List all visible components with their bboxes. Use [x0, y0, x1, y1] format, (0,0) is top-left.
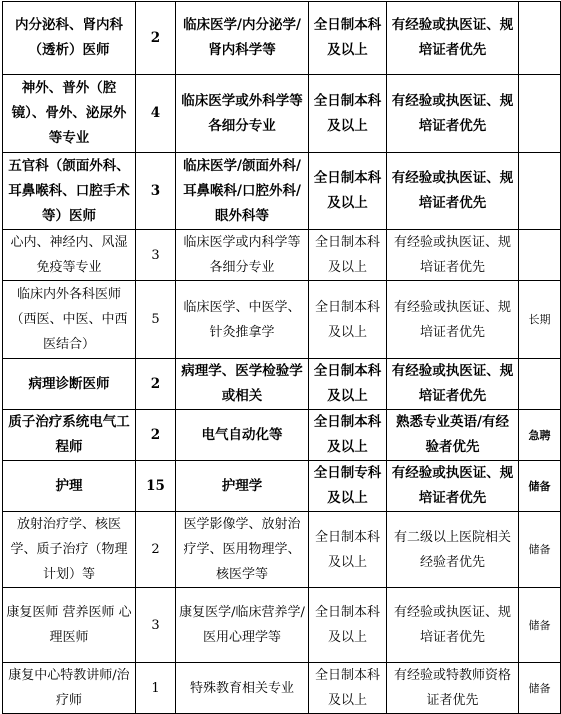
headcount-cell: 2: [136, 512, 176, 588]
major-cell: 特殊教育相关专业: [176, 663, 309, 714]
headcount-cell: 2: [136, 410, 176, 461]
headcount-cell: 3: [136, 230, 176, 281]
education-cell: 全日制专科及以上: [309, 461, 387, 512]
major-cell: 临床医学/内分泌学/肾内科学等: [176, 2, 309, 75]
major-cell: 病理学、医学检验学或相关: [176, 359, 309, 410]
requirement-cell: 有经验或执医证、规培证者优先: [387, 281, 519, 359]
education-cell: 全日制本科及以上: [309, 153, 387, 230]
requirement-cell: 有二级以上医院相关经验者优先: [387, 512, 519, 588]
table-row: [3, 359, 561, 410]
note-cell: 储备: [519, 663, 561, 714]
headcount-cell: 2: [136, 2, 176, 75]
requirement-cell: 有经验或执医证、规培证者优先: [387, 461, 519, 512]
note-cell: 急聘: [519, 410, 561, 461]
position-cell: 放射治疗学、核医学、质子治疗（物理计划）等: [3, 512, 136, 588]
requirement-cell: 有经验或特教师资格证者优先: [387, 663, 519, 714]
note-cell: [519, 2, 561, 75]
major-cell: 康复医学/临床营养学/医用心理学等: [176, 588, 309, 663]
education-cell: 全日制本科及以上: [309, 281, 387, 359]
education-cell: 全日制本科及以上: [309, 230, 387, 281]
headcount-cell: 15: [136, 461, 176, 512]
table-row: [3, 153, 561, 230]
position-cell: 质子治疗系统电气工程师: [3, 410, 136, 461]
note-cell: [519, 153, 561, 230]
headcount-cell: 5: [136, 281, 176, 359]
education-cell: 全日制本科及以上: [309, 359, 387, 410]
position-cell: 病理诊断医师: [3, 359, 136, 410]
table-row: [3, 410, 561, 461]
education-cell: 全日制本科及以上: [309, 512, 387, 588]
note-cell: 储备: [519, 588, 561, 663]
table-row: [3, 230, 561, 281]
table-row: [3, 2, 561, 75]
education-cell: 全日制本科及以上: [309, 2, 387, 75]
education-cell: 全日制本科及以上: [309, 663, 387, 714]
position-cell: 临床内外各科医师（西医、中医、中西医结合）: [3, 281, 136, 359]
requirement-cell: 有经验或执医证、规培证者优先: [387, 75, 519, 153]
major-cell: 临床医学或外科学等各细分专业: [176, 75, 309, 153]
position-cell: 康复中心特教讲师/治疗师: [3, 663, 136, 714]
education-cell: 全日制本科及以上: [309, 588, 387, 663]
major-cell: 医学影像学、放射治疗学、医用物理学、核医学等: [176, 512, 309, 588]
note-cell: 储备: [519, 512, 561, 588]
table-row: [3, 281, 561, 359]
table-row: [3, 588, 561, 663]
table-row: [3, 512, 561, 588]
note-cell: [519, 230, 561, 281]
position-cell: 内分泌科、肾内科（透析）医师: [3, 2, 136, 75]
major-cell: 电气自动化等: [176, 410, 309, 461]
education-cell: 全日制本科及以上: [309, 75, 387, 153]
headcount-cell: 4: [136, 75, 176, 153]
table-row: [3, 663, 561, 714]
headcount-cell: 3: [136, 588, 176, 663]
headcount-cell: 3: [136, 153, 176, 230]
education-cell: 全日制本科及以上: [309, 410, 387, 461]
note-cell: [519, 75, 561, 153]
headcount-cell: 1: [136, 663, 176, 714]
table-row: [3, 461, 561, 512]
major-cell: 临床医学/颌面外科/耳鼻喉科/口腔外科/眼外科等: [176, 153, 309, 230]
requirement-cell: 有经验或执医证、规培证者优先: [387, 2, 519, 75]
requirement-cell: 熟悉专业英语/有经验者优先: [387, 410, 519, 461]
requirement-cell: 有经验或执医证、规培证者优先: [387, 153, 519, 230]
table-row: [3, 75, 561, 153]
recruitment-table-body: [3, 2, 561, 714]
major-cell: 护理学: [176, 461, 309, 512]
major-cell: 临床医学、中医学、针灸推拿学: [176, 281, 309, 359]
position-cell: 护理: [3, 461, 136, 512]
recruitment-table: [2, 1, 561, 714]
position-cell: 五官科（颌面外科、耳鼻喉科、口腔手术等）医师: [3, 153, 136, 230]
headcount-cell: 2: [136, 359, 176, 410]
note-cell: [519, 359, 561, 410]
requirement-cell: 有经验或执医证、规培证者优先: [387, 230, 519, 281]
note-cell: 储备: [519, 461, 561, 512]
position-cell: 神外、普外（腔镜）、骨外、泌尿外等专业: [3, 75, 136, 153]
major-cell: 临床医学或内科学等各细分专业: [176, 230, 309, 281]
note-cell: 长期: [519, 281, 561, 359]
requirement-cell: 有经验或执医证、规培证者优先: [387, 588, 519, 663]
position-cell: 康复医师 营养医师 心理医师: [3, 588, 136, 663]
requirement-cell: 有经验或执医证、规培证者优先: [387, 359, 519, 410]
position-cell: 心内、神经内、风湿免疫等专业: [3, 230, 136, 281]
